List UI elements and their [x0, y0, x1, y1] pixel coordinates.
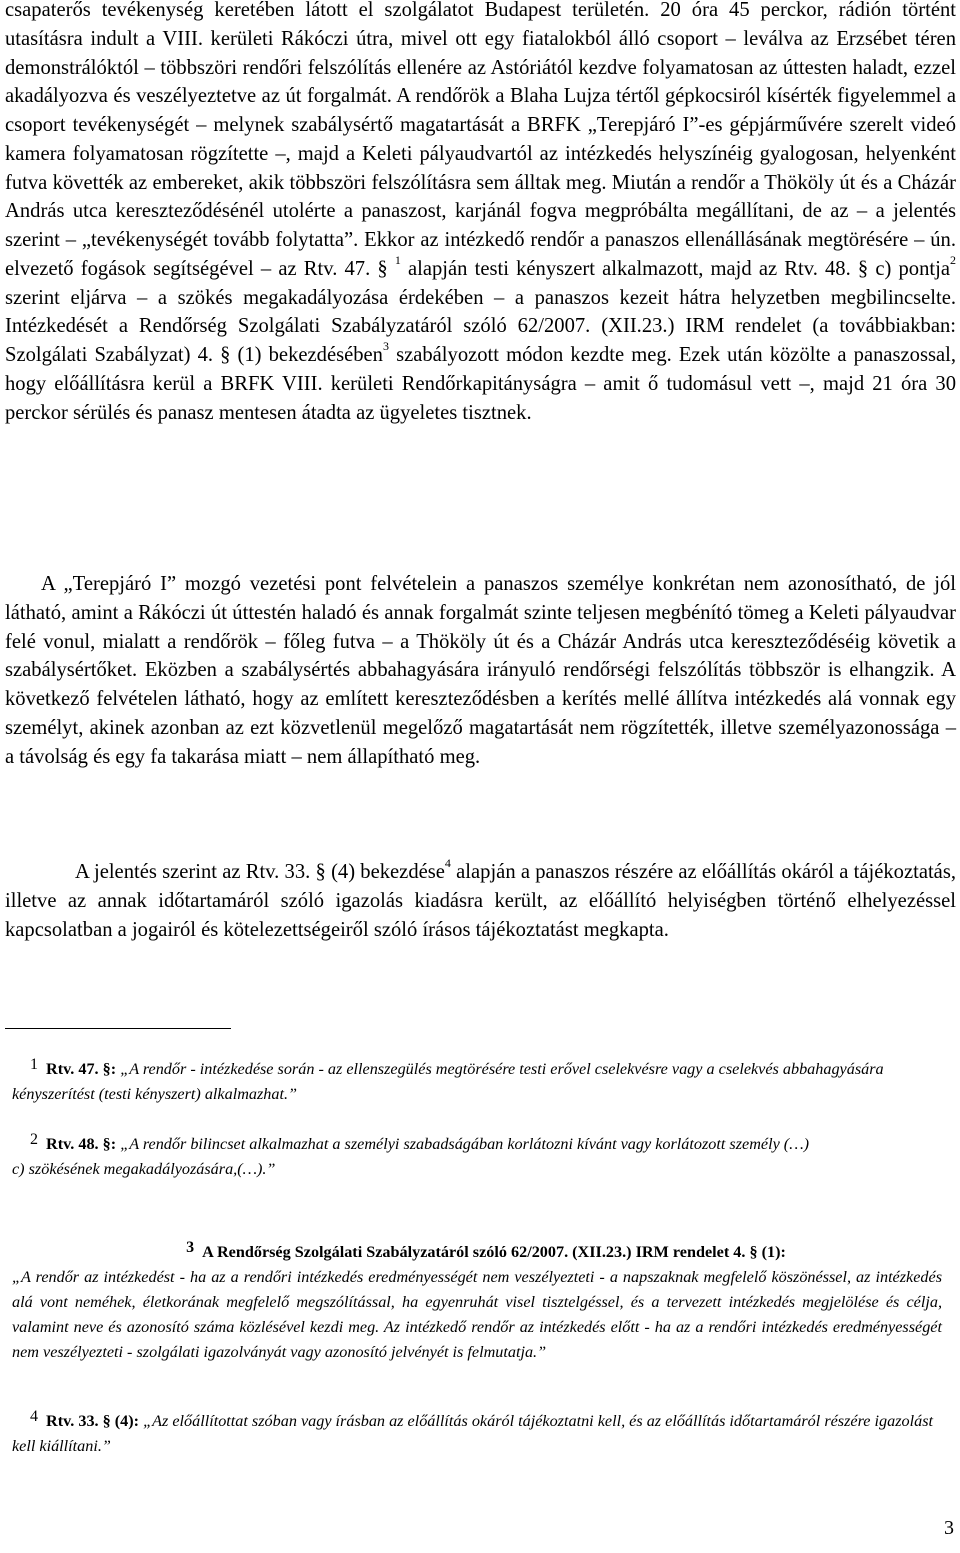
footnote-number: 1 — [30, 1056, 38, 1073]
section-symbol: § — [102, 1135, 111, 1153]
footnote-number: 4 — [30, 1408, 38, 1425]
footnote-ref-3[interactable]: 3 — [382, 339, 389, 354]
paragraph-1-text: csapaterős tevékenység keretében látott el szolgálatot Budapest területén. 20 óra 45 perckor, rádión történt utasításra indult a VIII. kerületi Rákóczi útra, mivel ott egy fiatalokból álló csoport – leválva az Erzsébet téren demonstrálóktól – többszöri rendőri felszólítás ellenére az Astóriától kezdve folyamatosan az úttesten haladt, ezzel akadályozva és veszélyeztetve az út forgalmát. A rendőrök a Blaha Lujza tértől gépkocsiról kísérték figyelemmel a csoport tevékenységét – melynek szabálysértő magatartását a BRFK „Terepjáró I”-es gépjárművére szerelt videó kamera folyamatosan rögzítette –, majd a Keleti pályaudvartól az intézkedés helyszínéig gyalogosan, helyenként futva követték az embereket, akik többszöri felszólításra sem álltak meg. Miután a rendőr a Thököly út és a Cházár András utca kereszteződésénél utolérte a panaszost, karjánál fogva megpróbálta megállítani, de az – a jelentés szerint – „tevékenységét tovább folytatta”. Ekkor az intézkedő rendőr a panaszos ellenállásának megtörésére – ún. elvezető fogások segítségével – az Rtv. 47. — [5, 0, 956, 280]
section-symbol: § — [315, 861, 326, 883]
section-symbol: § — [377, 257, 388, 280]
footnote-ref-text: Rtv. 33. — [46, 1412, 103, 1430]
footnote-number: 3 — [186, 1239, 195, 1256]
footnote-number: 2 — [30, 1131, 38, 1148]
page-number: 3 — [944, 1517, 954, 1539]
paragraph-1 — [5, 0, 956, 427]
section-symbol: § — [749, 1243, 758, 1261]
footnote-separator: (1): — [757, 1243, 786, 1261]
section-symbol: § — [102, 1060, 111, 1078]
footnote-1 — [12, 1052, 942, 1107]
paragraph-1-text: alapján testi kényszert alkalmazott, majd az Rtv. 48. — [400, 257, 858, 280]
footnote-quote-line-2: c) szökésének megakadályozására,(…).” — [12, 1160, 276, 1178]
paragraph-1-text: szabályozott módon kezdte meg. Ezek után közölte a panaszossal, hogy előállításra kerül a BRFK VIII. kerületi Rendőrkapitányságra – amit ő tudomásul vett –, majd 21 óra 30 perckor sérülés és panasz mentesen átadta az ügyeletes tisztnek. — [5, 344, 957, 424]
section-symbol: § — [102, 1412, 111, 1430]
paragraph-3 — [5, 858, 956, 944]
paragraph-1-text: c) pontja — [868, 257, 950, 280]
paragraph-2 — [5, 570, 956, 771]
section-symbol: § — [857, 257, 869, 280]
paragraph-1-text: (1) bekezdésében — [230, 344, 383, 366]
section-symbol: § — [220, 344, 231, 366]
footnote-separator: (4): — [110, 1412, 144, 1430]
footnote-divider — [5, 1028, 231, 1029]
paragraph-3-text: A jelentés szerint az Rtv. 33. — [75, 861, 316, 883]
footnote-quote: „A rendőr az intézkedést - ha az a rendőri intézkedés eredményességét nem veszélyezteti - a napszaknak megfelelő köszönéssel, az intézkedés alá vont neméhek, életkorának megfelelő megszólítással, ha egyenruhát visel tisztelgéssel, és a tervezett intézkedés megjelölése és célja, valamint neve és azonosító száma közlésével kezdi meg. Az intézkedő rendőr az intézkedés előtt - ha az a rendőri intézkedés eredményességét nem veszélyezteti - szolgálati igazolványát vagy azonosító jelvényét is felmutatja.” — [12, 1268, 942, 1361]
paragraph-3-text: (4) bekezdése — [325, 861, 445, 883]
footnote-3 — [12, 1235, 942, 1365]
footnote-ref-text: Rtv. 48. — [46, 1135, 103, 1153]
footnote-quote: „Az előállítottat szóban vagy írásban az előállítás okáról tájékoztatni kell, és az előállítás időtartamáról részére igazolást kell kiállítani.” — [12, 1412, 933, 1455]
footnote-quote: „A rendőr bilincset alkalmazhat a személyi szabadságában korlátozni kívánt vagy korlátozott személy (…) — [120, 1135, 809, 1153]
paragraph-1-text: szerint eljárva – a szökés megakadályozása érdekében – a panaszos kezeit hátra helyzetben megbilincselte. Intézkedését a Rendőrség Szolgálati Szabályzatáról szóló 62/2007. (XII.23.) IRM rendelet (a továbbiakban: Szolgálati Szabályzat) 4. — [5, 286, 956, 366]
footnote-ref-text: Rtv. 47. — [46, 1060, 103, 1078]
footnote-ref-2[interactable]: 2 — [949, 252, 956, 267]
footnote-ref-text: A Rendőrség Szolgálati Szabályzatáról szóló 62/2007. (XII.23.) IRM rendelet 4. — [202, 1243, 750, 1261]
footnote-4 — [12, 1404, 942, 1459]
footnote-2 — [12, 1127, 942, 1182]
footnote-3-heading — [12, 1235, 942, 1265]
footnote-separator: : — [110, 1060, 121, 1078]
paragraph-3-text: alapján a panaszos részére az előállítás okáról a tájékoztatás, illetve az annak időtartamáról szóló igazolás kiadásra került, az előállító helyiségben történő elhelyezéssel kapcsolatban a jogairól és kötelezettségeiről szóló írásos tájékoztatást megkapta. — [5, 861, 956, 941]
footnote-quote: „A rendőr - intézkedése során - az ellenszegülés megtörésére testi erővel cselekvésre vagy a cselekvés abbahagyására kényszerítést (testi kényszert) alkalmazhat.” — [12, 1060, 884, 1103]
footnote-ref-1[interactable]: 1 — [394, 252, 401, 267]
footnote-separator: : — [110, 1135, 121, 1153]
footnote-ref-4[interactable]: 4 — [444, 856, 451, 871]
paragraph-2-text: A „Terepjáró I” mozgó vezetési pont felvételein a panaszos személye konkrétan nem azonosítható, de jól látható, amint a Rákóczi út úttestén haladó és annak forgalmát szinte teljesen megbénító tömeg a Keleti pályaudvar felé vonul, mialatt a rendőrök – főleg futva – a Thököly út és a Cházár András utca kereszteződéséig követik a szabálysértőket. Eközben a szabálysértés abbahagyására irányuló rendőrségi felszólítás többször is elhangzik. A következő felvételen látható, hogy az említett kereszteződésben a kerítés mellé állítva intézkedés alá vonnak egy személyt, akinek azonban az ezt közvetlenül megelőző magatartását nem rögzítették, illetve személyazonossága – a távolság és egy fa takarása miatt – nem állapítható meg. — [5, 573, 956, 768]
